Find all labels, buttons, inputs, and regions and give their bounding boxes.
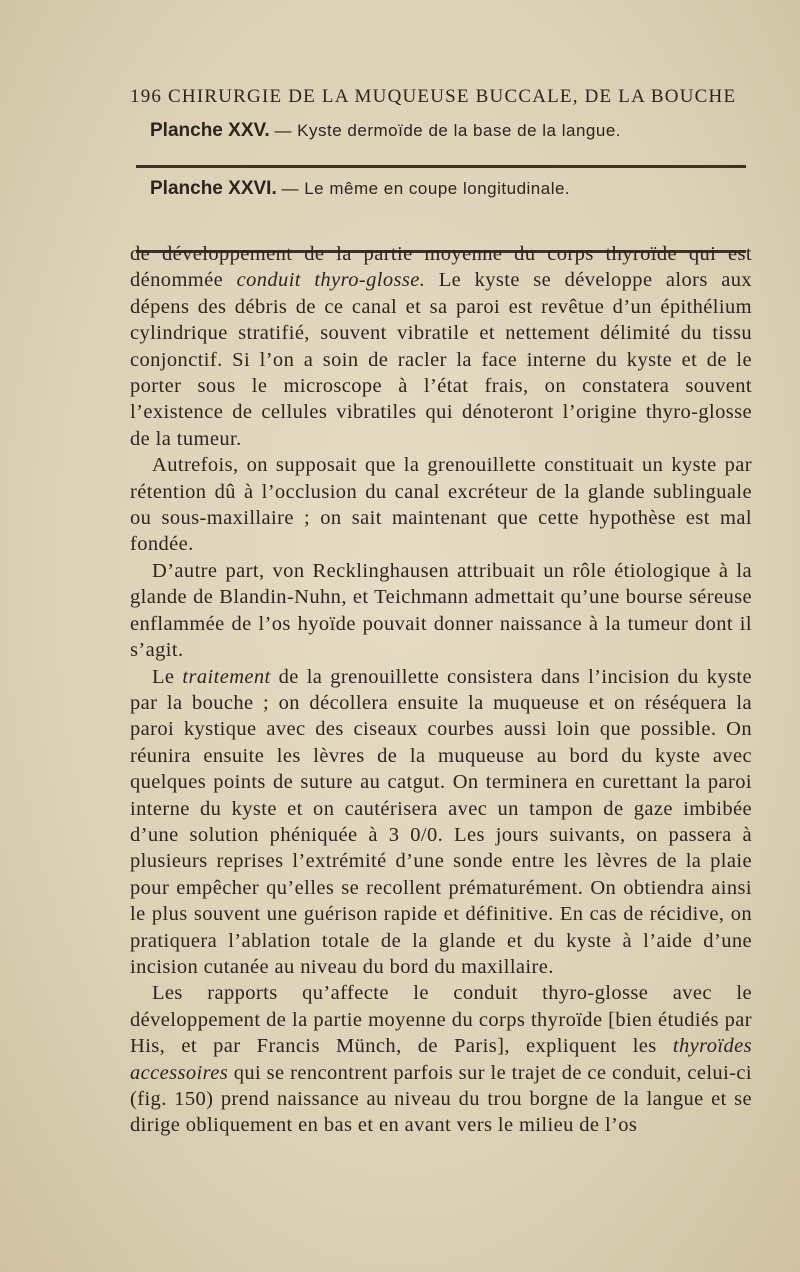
text-run: qui se rencontrent parfois sur le trajet de ce conduit, celui-ci (fig. 150) prend naissance au niveau du trou borgne de la langue et se dirige obliquement en bas et en avant vers le milieu de l’os [130,1061,752,1137]
text-run: Les rapports qu’affecte le conduit thyro-glosse avec le développement de la partie moyenne du corps thyroïde [bien étudiés par His, et par Francis Münch, de Paris], expliquent les [130,982,752,1058]
paragraph [130,241,752,452]
divider-rule [136,165,746,168]
text-run: D’autre part, von Recklinghausen attribuait un rôle étiologique à la glande de Blandin-Nuhn, et Teichmann admettait qu’une bourse séreuse enflammée de l’os hyoïde pouvait donner naissance à la tumeur dont il s’agit. [130,559,752,662]
paragraph [130,664,752,981]
text-run: Autrefois, on supposait que la grenouillette constituait un kyste par rétention dû à l’occlusion du canal excréteur de la glande sublinguale ou sous-maxillaire ; on sait maintenant que cette hypothèse est mal fondée. [130,454,752,556]
plate-caption-xxvi [150,178,570,200]
paragraph [130,980,752,1138]
plate-caption-text: — Le même en coupe longitudinale. [281,179,571,198]
plate-number: Planche XXV. [150,120,270,141]
paragraph [130,558,752,664]
plate-caption-text: — Kyste dermoïde de la base de la langue. [274,121,621,140]
body-text [130,241,752,1139]
plate-caption-xxv [150,120,621,142]
paragraph [130,452,752,558]
text-run: de la grenouillette consistera dans l’incision du kyste par la bouche ; on décollera ensuite la muqueuse et on réséquera la paroi kystique avec des ciseaux courbes aussi loin que possible. On réunira ensuite les lèvres de la muqueuse au bord du kyste avec quelques points de suture au catgut. On terminera en curettant la paroi interne du kyste et on cautérisera avec un tampon de gaze imbibée d’une solution phéniquée à 3 0/0. Les jours suivants, on passera à plusieurs reprises l’extrémité d’une sonde entre les lèvres de la plaie pour empêcher qu’elles se recollent prématurément. On obtiendra ainsi le plus souvent une guérison rapide et définitive. En cas de récidive, on pratiquera l’ablation totale de la glande et du kyste à l’aide d’une incision cutanée au niveau du bord du maxillaire. [130,665,752,978]
text-run: de développement de la partie moyenne du corps thyroïde qui est dénommée [130,243,752,292]
text-run: Le kyste se développe alors aux dépens des débris de ce canal et sa paroi est revêtue d’un épithélium cylindrique stratifié, souvent vibratile et nettement délimité du tissu conjonctif. Si l’on a soin de racler la face interne du kyste et de le porter sous le microscope à l’état frais, on constatera souvent l’existence de cellules vibratiles qui dénoteront l’origine thyro-glosse de la tumeur. [130,269,752,450]
italic-term: conduit thyro-glosse. [236,269,426,292]
italic-term: traitement [182,665,271,688]
italic-term: thyroïdes accessoires [130,1035,752,1084]
running-head: 196 CHIRURGIE DE LA MUQUEUSE BUCCALE, DE LA BOUCHE [130,86,737,107]
plate-number: Planche XXVI. [150,178,277,199]
text-run: Le [152,665,183,688]
